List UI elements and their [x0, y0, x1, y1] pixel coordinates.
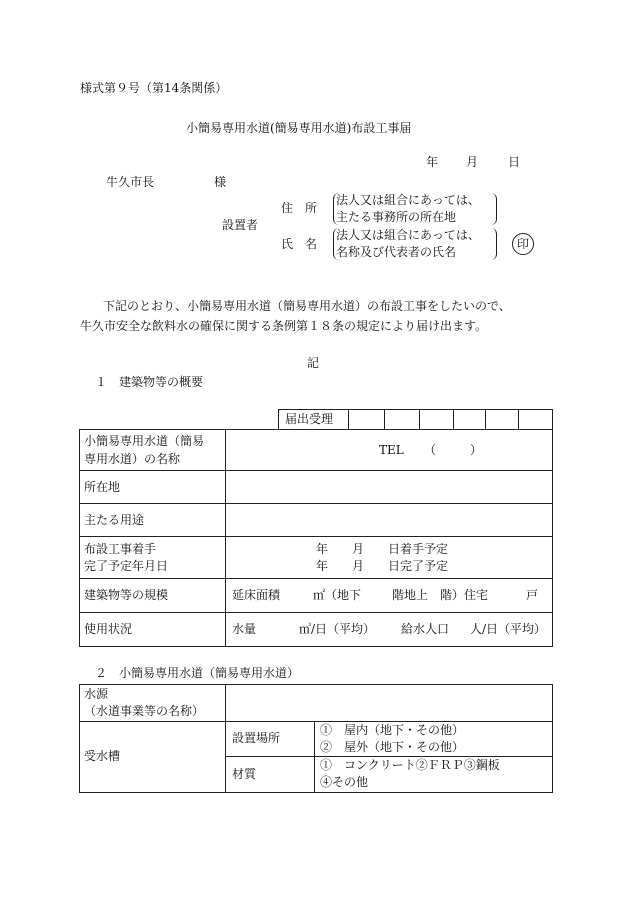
usage-people-label: 給水人口 — [401, 622, 450, 636]
name-note-1: 法人又は組合にあっては、 — [336, 228, 480, 242]
place-option-1: ① 屋内（地下・その他） — [320, 723, 465, 737]
scale-floors: 階地上 階）住宅 — [392, 588, 489, 602]
name-note-2: 名称及び代表者の氏名 — [336, 245, 457, 259]
page-title: 小簡易専用水道(簡易専用水道)布設工事届 — [186, 121, 412, 135]
schedule-label-2: 完了予定年月日 — [84, 559, 169, 573]
usage-people-unit: 人/日（平均） — [470, 622, 547, 636]
scale-area-label: 延床面積 — [232, 588, 281, 602]
seal-mark: 印 — [512, 233, 534, 255]
source-label-1: 水源 — [84, 687, 109, 701]
form-number: 様式第９号（第14条関係） — [80, 81, 228, 95]
address-note-2: 主たる事務所の所在地 — [336, 210, 457, 224]
body-text-line-1: 下記のとおり、小簡易専用水道（簡易専用水道）の布設工事をしたいので、 — [103, 299, 511, 313]
material-option-1: ① コンクリート②ＦＲＰ③鋼板 — [320, 758, 500, 772]
tel-open: （ — [424, 443, 437, 457]
source-label-2: （水道事業等の名称） — [84, 704, 205, 718]
schedule-label-1: 布設工事着手 — [84, 542, 157, 556]
place-label: 設置場所 — [232, 731, 281, 745]
location-label: 所在地 — [84, 480, 121, 494]
schedule-start: 年 月 日着手予定 — [316, 542, 449, 556]
scale-households: 戸 — [526, 588, 539, 602]
addressee: 牛久市長 — [106, 175, 155, 189]
section2-heading: ２ 小簡易専用水道（簡易専用水道） — [95, 666, 300, 680]
water-supply-name-label-2: 専用水道）の名称 — [84, 452, 181, 466]
tel-label: TEL — [379, 443, 404, 457]
usage-water-label: 水量 — [232, 622, 257, 636]
material-option-2: ④その他 — [320, 775, 369, 789]
date-year-label: 年 — [426, 155, 439, 169]
tel-close: ） — [470, 443, 483, 457]
tank-label: 受水槽 — [84, 749, 121, 763]
place-option-2: ② 屋外（地下・その他） — [320, 740, 465, 754]
schedule-end: 年 月 日完了予定 — [316, 559, 449, 573]
date-month-label: 月 — [466, 155, 479, 169]
scale-unit: ㎡（地下 — [313, 588, 362, 602]
date-day-label: 日 — [508, 155, 521, 169]
address-note-1: 法人又は組合にあっては、 — [336, 193, 480, 207]
usage-label: 使用状況 — [84, 622, 133, 636]
usage-water-unit: ㎥/日（平均） — [299, 622, 376, 636]
addressee-honorific: 様 — [214, 175, 227, 189]
ki-label: 記 — [307, 356, 320, 370]
applicant-label: 設置者 — [222, 218, 259, 232]
body-text-line-2: 牛久市安全な飲料水の確保に関する条例第１８条の規定により届け出ます。 — [80, 319, 488, 333]
name-label: 氏 名 — [281, 237, 318, 251]
scale-label: 建築物等の規模 — [84, 588, 169, 602]
use-label: 主たる用途 — [84, 513, 145, 527]
water-supply-name-label-1: 小簡易専用水道（簡易 — [84, 434, 205, 448]
material-label: 材質 — [232, 767, 257, 781]
section1-heading: １ 建築物等の概要 — [95, 375, 204, 389]
receipt-label: 届出受理 — [285, 412, 334, 426]
address-label: 住 所 — [281, 201, 318, 215]
